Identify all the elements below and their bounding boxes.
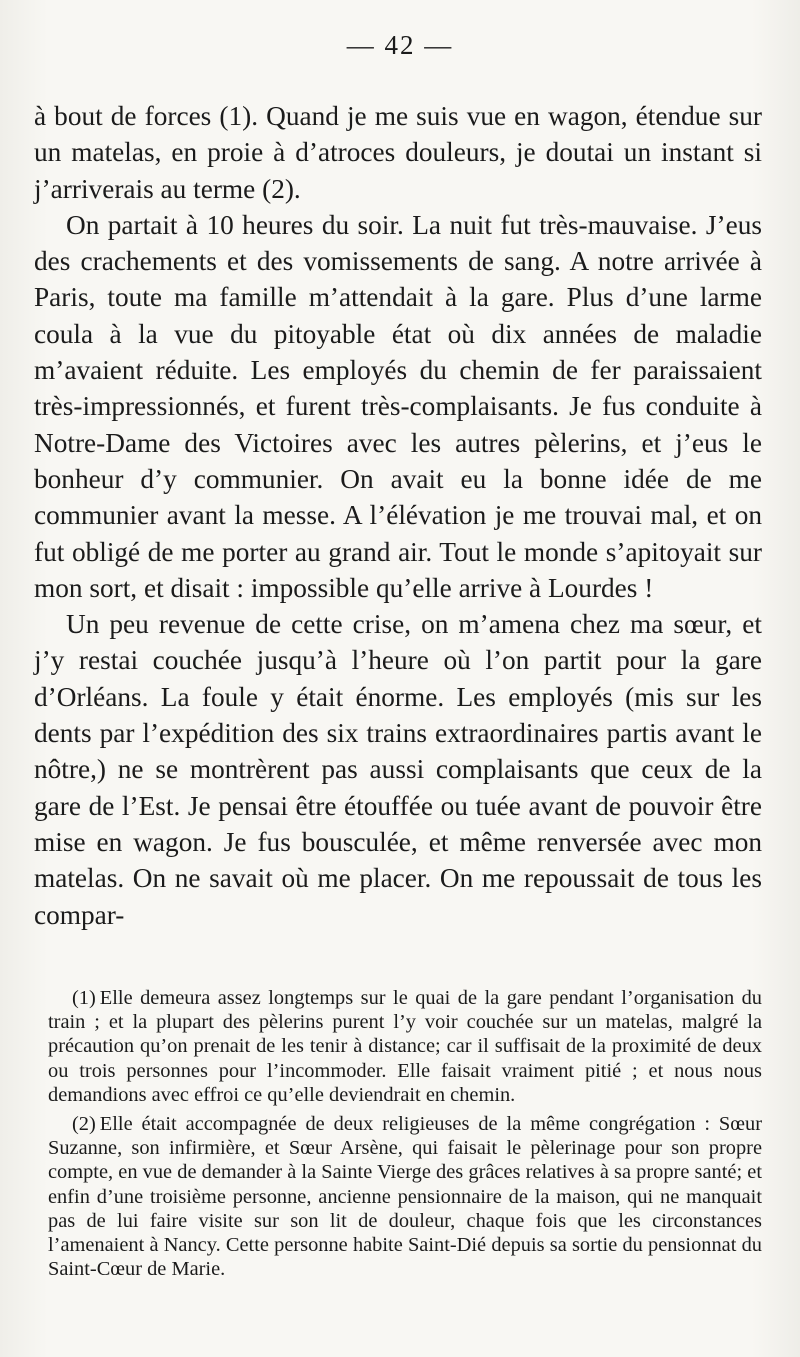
footnotes xyxy=(48,986,762,1286)
main-text xyxy=(34,98,762,933)
paragraph-3: Un peu revenue de cette crise, on m’amena chez ma sœur, et j’y restai couchée jusqu’à l’heure où l’on partit pour la gare d’Orléans. La foule y était énorme. Les employés (mis sur les dents par l’expédition des six trains extraordinaires partis avant le nôtre,) ne se montrèrent pas aussi complaisants que ceux de la gare de l’Est. Je pensai être étouffée ou tuée avant de pouvoir être mise en wagon. Je fus bousculée, et même renversée avec mon matelas. On ne savait où me placer. On me repoussait de tous les compar- xyxy=(34,609,762,930)
footnote-1-text: Elle demeura assez longtemps sur le quai de la gare pendant l’organisation du train ; et la plupart des pèlerins purent l’y voir couchée sur un matelas, malgré la précaution qu’on prenait de les tenir à distance; car il suffisait de la proximité de deux ou trois personnes pour l’incommoder. Elle faisait vraiment pitié ; et nous nous demandions avec effroi ce qu’elle deviendrait en chemin. xyxy=(48,987,762,1106)
footnote-2-mark: (2) xyxy=(72,1113,96,1136)
paragraph-1: à bout de forces (1). Quand je me suis vue en wagon, étendue sur un matelas, en proie à d’atroces douleurs, je doutai un instant si j’arriverais au terme (2). xyxy=(34,101,762,204)
paragraph-2: On partait à 10 heures du soir. La nuit fut très-mauvaise. J’eus des crachements et des vomissements de sang. A notre arrivée à Paris, toute ma famille m’attendait à la gare. Plus d’une larme coula à la vue du pitoyable état où dix années de maladie m’avaient réduite. Les employés du chemin de fer paraissaient très-impressionnés, et furent très-complaisants. Je fus conduite à Notre-Dame des Victoires avec les autres pèlerins, et j’eus le bonheur d’y communier. On avait eu la bonne idée de me communier avant la messe. A l’élévation je me trouvai mal, et on fut obligé de me porter au grand air. Tout le monde s’apitoyait sur mon sort, et disait : impossible qu’elle arrive à Lourdes ! xyxy=(34,209,762,603)
footnote-2-text: Elle était accompagnée de deux religieuses de la même congrégation : Sœur Suzanne, son infirmière, et Sœur Arsène, qui faisait le pèlerinage pour son propre compte, en vue de demander à la Sainte Vierge des grâces relatives à sa propre santé; et enfin d’une troisième personne, ancienne pensionnaire de la maison, qui ne manquait pas de lui faire visite sur son lit de douleur, chaque fois que les circonstances l’amenaient à Nancy. Cette personne habite Saint-Dié depuis sa sortie du pensionnat du Saint-Cœur de Marie. xyxy=(48,1113,762,1281)
footnote-2 xyxy=(48,1112,762,1281)
page-number: — 42 — xyxy=(346,30,454,60)
footnote-1 xyxy=(48,986,762,1107)
footnote-1-mark: (1) xyxy=(72,987,96,1009)
